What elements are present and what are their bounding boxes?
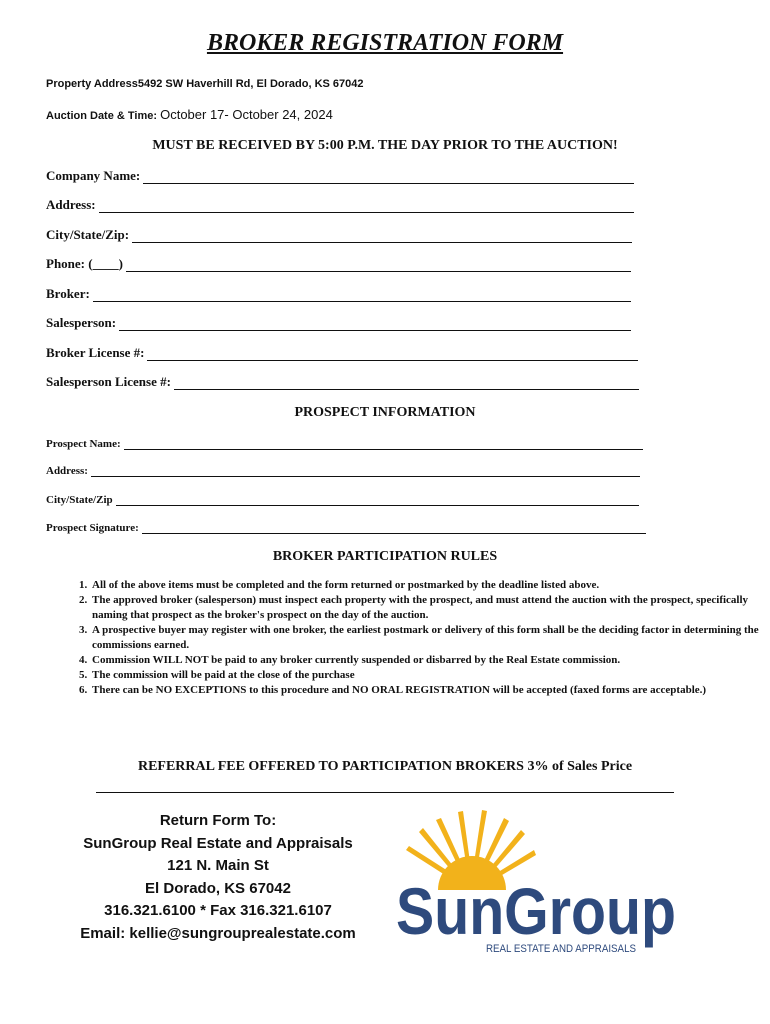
return-email[interactable]: Email: kellie@sungrouprealestate.com <box>80 924 356 942</box>
field-label: Prospect Signature: <box>46 522 139 534</box>
prospect-signature-field[interactable] <box>46 520 646 534</box>
list-item: 4. Commission WILL NOT be paid to any broker currently suspended or disbarred by the Real Estate commission. <box>90 653 770 668</box>
prospect-city-state-zip-field[interactable] <box>46 492 639 506</box>
field-label: Phone: (____) <box>46 256 123 271</box>
auction-date-line <box>46 107 333 122</box>
divider <box>96 792 674 793</box>
field-label: Broker License #: <box>46 345 145 360</box>
broker-license-field[interactable] <box>46 345 638 361</box>
list-item: 3. A prospective buyer may register with one broker, the earliest postmark or delivery of this form shall be the deciding factor in determining the commissions earned. <box>90 623 770 653</box>
field-line[interactable] <box>116 495 639 506</box>
list-item: 5. The commission will be paid at the close of the purchase <box>90 668 770 683</box>
city-state-zip-field[interactable] <box>46 227 632 243</box>
sungroup-logo <box>396 808 686 958</box>
field-label: Address: <box>46 197 96 212</box>
field-label: Prospect Name: <box>46 438 121 450</box>
auction-date-label: Auction Date & Time: <box>46 110 158 122</box>
logo-tagline: REAL ESTATE AND APPRAISALS <box>486 943 636 955</box>
return-phone: 316.321.6100 * Fax 316.321.6107 <box>104 902 332 919</box>
logo-brand-text: SunGroup <box>396 874 676 948</box>
field-line[interactable] <box>142 523 646 534</box>
prospect-name-field[interactable] <box>46 436 643 450</box>
referral-fee-notice: REFERRAL FEE OFFERED TO PARTICIPATION BROKERS 3% of Sales Price <box>137 759 633 774</box>
auction-date-value: October 17- October 24, 2024 <box>160 107 333 122</box>
field-line[interactable] <box>99 200 634 213</box>
field-line[interactable] <box>147 348 638 361</box>
property-address-value: 5492 SW Haverhill Rd, El Dorado, KS 67042 <box>137 78 364 90</box>
salesperson-license-field[interactable] <box>46 374 639 390</box>
list-item: 6. There can be NO EXCEPTIONS to this procedure and NO ORAL REGISTRATION will be accepted (faxed forms are acceptable.) <box>90 683 770 698</box>
return-street: 121 N. Main St <box>167 857 269 874</box>
list-item: 2. The approved broker (salesperson) must inspect each property with the prospect, and must attend the auction with the prospect, specifically naming that prospect as the broker's prospect on the day of the auction. <box>90 593 770 623</box>
company-name-field[interactable] <box>46 168 634 184</box>
field-line[interactable] <box>174 377 639 390</box>
field-label: City/State/Zip: <box>46 227 130 242</box>
field-line[interactable] <box>126 259 631 272</box>
list-item: 1. All of the above items must be completed and the form returned or postmarked by the deadline listed above. <box>90 578 770 593</box>
phone-field[interactable] <box>46 256 631 272</box>
return-company: SunGroup Real Estate and Appraisals <box>83 834 353 852</box>
field-line[interactable] <box>132 230 632 243</box>
address-field[interactable] <box>46 197 634 213</box>
field-line[interactable] <box>93 289 631 302</box>
field-label: Salesperson: <box>46 315 117 330</box>
rules-heading: BROKER PARTICIPATION RULES <box>272 549 498 564</box>
return-city: El Dorado, KS 67042 <box>145 879 291 897</box>
deadline-notice: MUST BE RECEIVED BY 5:00 P.M. THE DAY PRIOR TO THE AUCTION! <box>152 138 618 153</box>
form-title: BROKER REGISTRATION FORM <box>206 30 564 56</box>
field-label: Address: <box>46 465 88 477</box>
field-line[interactable] <box>119 318 631 331</box>
field-label: Company Name: <box>46 168 141 183</box>
field-line[interactable] <box>91 466 640 477</box>
field-line[interactable] <box>143 171 634 184</box>
prospect-heading: PROSPECT INFORMATION <box>294 405 476 420</box>
rules-list <box>46 578 770 698</box>
property-address-label: Property Address <box>46 78 138 90</box>
prospect-address-field[interactable] <box>46 463 640 477</box>
field-label: Broker: <box>46 286 90 301</box>
field-label: City/State/Zip <box>46 494 113 506</box>
field-line[interactable] <box>124 439 643 450</box>
property-address-line <box>46 78 364 90</box>
return-address-block <box>70 810 366 945</box>
field-label: Salesperson License #: <box>46 374 171 389</box>
salesperson-field[interactable] <box>46 315 631 331</box>
return-heading: Return Form To: <box>159 812 277 829</box>
broker-field[interactable] <box>46 286 631 302</box>
